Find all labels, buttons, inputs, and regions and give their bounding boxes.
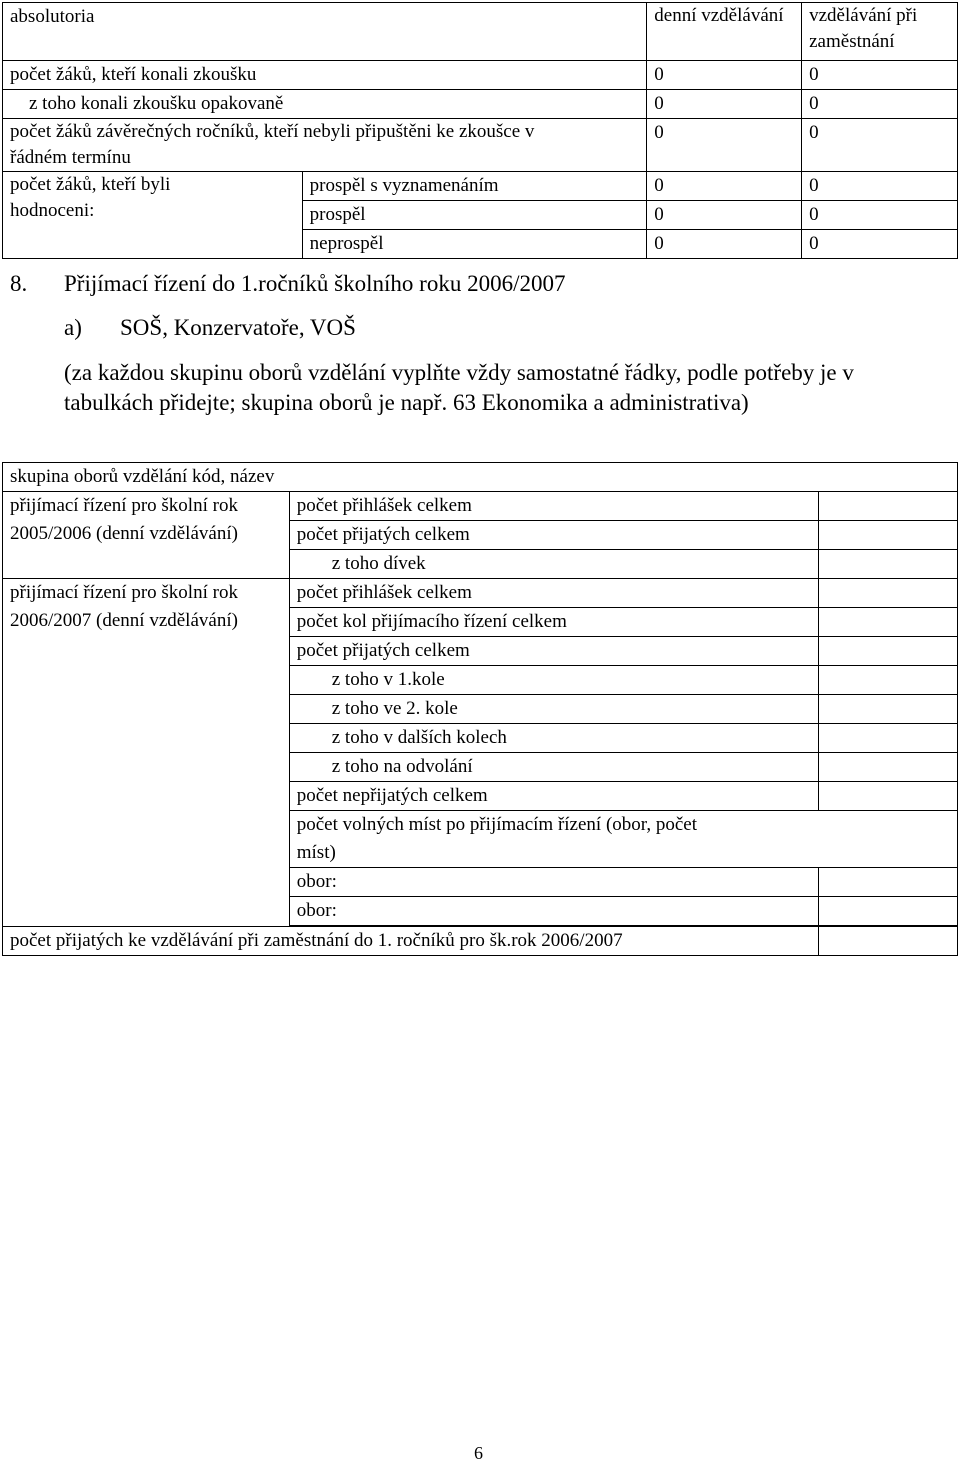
section-number: 8. [10,271,28,296]
block2-item: z toho v 1.kole [289,666,819,695]
graded-work: 0 [802,230,958,259]
table-row [3,90,958,119]
graded-label: počet žáků, kteří byli hodnoceni: [3,172,303,259]
row-work: 0 [802,61,958,90]
block2-item: počet kol přijímacího řízení celkem [289,608,819,637]
header-work: vzdělávání při zaměstnání [802,3,958,61]
row-label: z toho konali zkoušku opakovaně [3,90,647,119]
value-cell [819,666,958,695]
header-label: absolutoria [3,3,647,61]
absolutoria-table [2,2,958,259]
value-cell [819,724,958,753]
value-cell [819,897,958,926]
admissions-table [2,462,958,956]
block1-item: počet přijatých celkem [289,521,819,550]
block2-item: obor: [289,868,819,897]
graded-day: 0 [647,230,802,259]
block2-label: přijímací řízení pro školní rok 2006/2007 (denní vzdělávání) [3,579,290,927]
table-row [3,492,958,521]
block2-item: obor: [289,897,819,926]
footer-label: počet přijatých ke vzdělávání při zaměstnání do 1. ročníků pro šk.rok 2006/2007 [3,927,819,956]
row-work: 0 [802,90,958,119]
group-header: skupina oborů vzdělání kód, název [3,463,958,492]
table-row [3,3,958,61]
value-cell [819,521,958,550]
instruction-note: (za každou skupinu oborů vzdělání vyplňte vždy samostatné řádky, podle potřeby je v tabulkách přidejte; skupina oborů je např. 63 Ekonomika a administrativa) [64,360,854,415]
block1-label: přijímací řízení pro školní rok 2005/2006 (denní vzdělávání) [3,492,290,579]
value-cell [819,608,958,637]
subsection-letter: a) [64,315,82,340]
value-cell [819,492,958,521]
value-cell [819,782,958,811]
section-heading [10,268,565,300]
graded-work: 0 [802,201,958,230]
graded-day: 0 [647,172,802,201]
value-cell [819,868,958,897]
block2-item: z toho ve 2. kole [289,695,819,724]
row-day: 0 [647,119,802,172]
table-row [3,463,958,492]
page-number: 6 [474,1443,483,1463]
graded-work: 0 [802,172,958,201]
row-day: 0 [647,61,802,90]
block2-item: z toho v dalších kolech [289,724,819,753]
subsection-title: SOŠ, Konzervatoře, VOŠ [120,315,356,340]
table-row [3,579,958,608]
row-work: 0 [802,119,958,172]
value-cell [819,927,958,956]
table-row [3,61,958,90]
row-label: počet žáků závěrečných ročníků, kteří nebyli připuštěni ke zkoušce v řádném termínu [3,119,647,172]
block1-item: z toho dívek [289,550,819,579]
block2-item: počet přijatých celkem [289,637,819,666]
graded-day: 0 [647,201,802,230]
table-row [3,927,958,956]
graded-item: neprospěl [302,230,647,259]
table-row [3,119,958,172]
row-day: 0 [647,90,802,119]
value-cell [819,753,958,782]
block2-item: počet přihlášek celkem [289,579,819,608]
row-label: počet žáků, kteří konali zkoušku [3,61,647,90]
graded-item: prospěl [302,201,647,230]
block2-item: počet volných míst po přijímacím řízení (obor, počet míst) [289,811,957,868]
table-row [3,172,958,201]
section-title: Přijímací řízení do 1.ročníků školního roku 2006/2007 [64,271,566,296]
value-cell [819,695,958,724]
value-cell [819,579,958,608]
value-cell [819,637,958,666]
block2-item: počet nepřijatých celkem [289,782,819,811]
subsection-heading [64,312,356,344]
header-day: denní vzdělávání [647,3,802,61]
block2-item: z toho na odvolání [289,753,819,782]
graded-item: prospěl s vyznamenáním [302,172,647,201]
value-cell [819,550,958,579]
block1-item: počet přihlášek celkem [289,492,819,521]
